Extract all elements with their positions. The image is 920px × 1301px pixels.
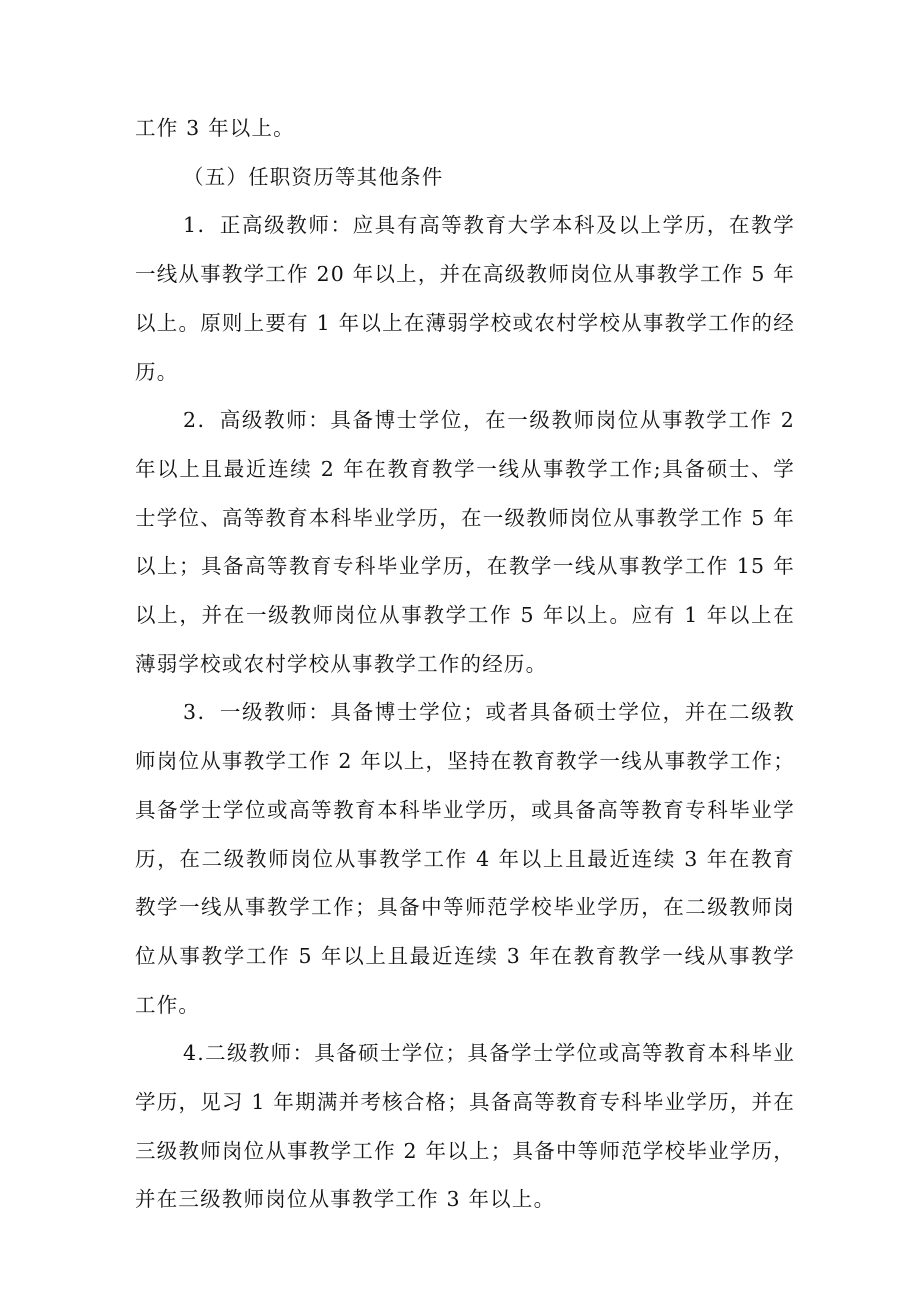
paragraph-senior-teacher: 2．高级教师：具备博士学位，在一级教师岗位从事教学工作 2 年以上且最近连续 2 年在教育教学一线从事教学工作;具备硕士、学士学位、高等教育本科毕业学历，在一级教师岗位从事教学工作 5 年以上；具备高等教育专科毕业学历，在教学一线从事教学工作 15 年以上，并在一级教师岗位从事教学工作 5 年以上。应有 1 年以上在薄弱学校或农村学校从事教学工作的经历。: [135, 408, 795, 676]
document-body: [135, 104, 795, 1224]
section-heading: （五）任职资历等其他条件: [183, 164, 444, 189]
paragraph-first-level-teacher: 3．一级教师：具备博士学位；或者具备硕士学位，并在二级教师岗位从事教学工作 2 年以上，坚持在教育教学一线从事教学工作；具备学士学位或高等教育本科毕业学历，或具备高等教育专科毕业学历，在二级教师岗位从事教学工作 4 年以上且最近连续 3 年在教育教学一线从事教学工作；具备中等师范学校毕业学历，在二级教师岗位从事教学工作 5 年以上且最近连续 3 年在教育教学一线从事教学工作。: [135, 700, 795, 1017]
paragraph-continuation: 工作 3 年以上。: [135, 116, 295, 140]
paragraph-senior-teacher-full: 1．正高级教师：应具有高等教育大学本科及以上学历，在教学一线从事教学工作 20 年以上，并在高级教师岗位从事教学工作 5 年以上。原则上要有 1 年以上在薄弱学校或农村学校从事教学工作的经历。: [135, 213, 795, 384]
paragraph-second-level-teacher: 4.二级教师：具备硕士学位；具备学士学位或高等教育本科毕业学历，见习 1 年期满并考核合格；具备高等教育专科毕业学历，并在三级教师岗位从事教学工作 2 年以上；具备中等师范学校毕业学历，并在三级教师岗位从事教学工作 3 年以上。: [135, 1041, 795, 1212]
